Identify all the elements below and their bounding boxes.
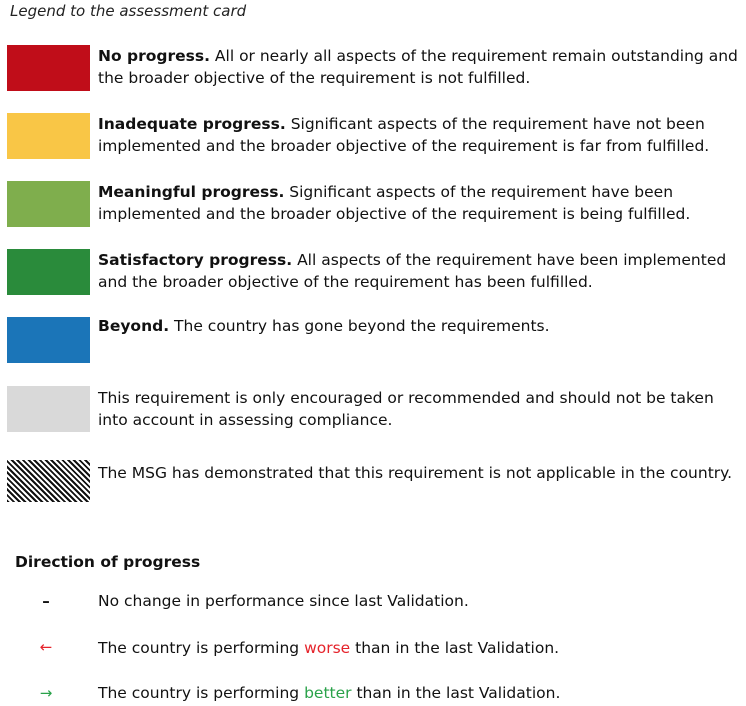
no-progress-description xyxy=(98,45,743,89)
satisfactory-progress-swatch xyxy=(7,249,90,295)
better-word: better xyxy=(304,684,352,702)
not-applicable-description xyxy=(98,462,743,484)
meaningful-progress-swatch xyxy=(7,181,90,227)
inadequate-progress-term: Inadequate progress. xyxy=(98,115,286,133)
not-applicable-hatch-swatch xyxy=(7,460,90,502)
legend-title: Legend to the assessment card xyxy=(10,2,247,20)
worse-text-after: than in the last Validation. xyxy=(350,639,560,657)
beyond-description xyxy=(98,315,743,337)
inadequate-progress-swatch xyxy=(7,113,90,159)
no-progress-swatch xyxy=(7,45,90,91)
better-text xyxy=(98,682,560,704)
encouraged-description xyxy=(98,387,743,431)
beyond-text: The country has gone beyond the requirements. xyxy=(169,317,550,335)
not-applicable-text: The MSG has demonstrated that this requirement is not applicable in the country. xyxy=(98,464,733,482)
satisfactory-progress-text: All aspects of the requirement have been implemented and the broader objective of the requirement has been fulfilled. xyxy=(98,251,727,291)
better-text-after: than in the last Validation. xyxy=(351,684,561,702)
worse-word: worse xyxy=(304,639,351,657)
encouraged-swatch xyxy=(7,386,90,432)
beyond-swatch xyxy=(7,317,90,363)
worse-text-before: The country is performing xyxy=(98,639,305,657)
arrow-left-icon: ← xyxy=(39,638,53,656)
satisfactory-progress-description xyxy=(98,249,743,293)
no-progress-text: All or nearly all aspects of the requirement remain outstanding and the broader objective of the requirement is not fulfilled. xyxy=(98,47,738,87)
direction-title: Direction of progress xyxy=(15,553,201,571)
better-text-before: The country is performing xyxy=(98,684,305,702)
inadequate-progress-text: Significant aspects of the requirement have not been implemented and the broader objective of the requirement is far from fulfilled. xyxy=(98,115,710,155)
beyond-term: Beyond. xyxy=(98,317,170,335)
satisfactory-progress-term: Satisfactory progress. xyxy=(98,251,293,269)
no-progress-term: No progress. xyxy=(98,47,210,65)
meaningful-progress-text: Significant aspects of the requirement have been implemented and the broader objective of the requirement is being fulfilled. xyxy=(98,183,691,223)
inadequate-progress-description xyxy=(98,113,743,157)
no-change-text: No change in performance since last Validation. xyxy=(98,592,469,610)
meaningful-progress-description xyxy=(98,181,743,225)
worse-text xyxy=(98,637,559,659)
arrow-right-icon: → xyxy=(39,684,53,702)
meaningful-progress-term: Meaningful progress. xyxy=(98,183,285,201)
dash-icon: – xyxy=(42,592,50,610)
encouraged-text: This requirement is only encouraged or recommended and should not be taken into account in assessing compliance. xyxy=(98,389,714,429)
